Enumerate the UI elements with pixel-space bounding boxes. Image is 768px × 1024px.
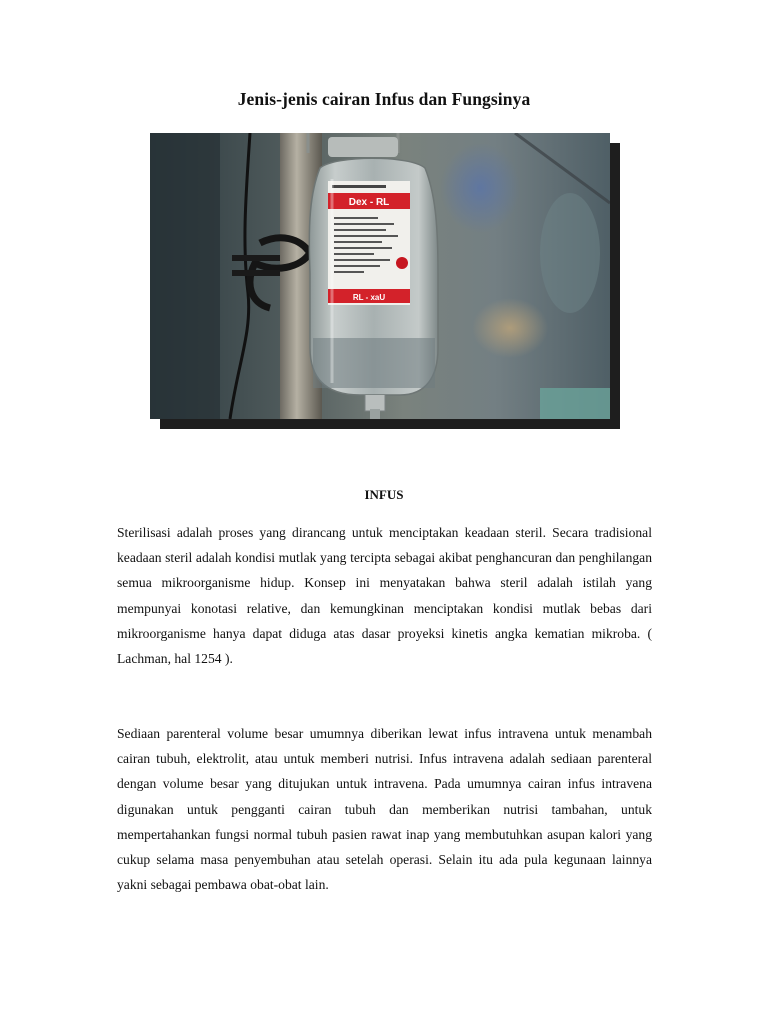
bag-label-band: Dex - RL xyxy=(348,197,390,208)
infusion-bag-photo xyxy=(150,133,610,419)
infusion-bag-illustration xyxy=(150,133,610,419)
paragraph-sterilisasi: Sterilisasi adalah proses yang dirancang untuk menciptakan keadaan steril. Secara tradisional keadaan steril adalah kondisi mutlak yang tercipta sebagai akibat penghancuran dan penghilangan semua mikroorganisme hidup. Konsep ini menyatakan bahwa steril adalah istilah yang mempunyai konotasi relative, dan kemungkinan menciptakan kondisi mutlak bebas dari mikroorganisme hanya dapat diduga atas dasar proyeksi kinetis angka kematian mikroba. ( Lachman, hal 1254 ). xyxy=(117,525,652,667)
infusion-bag-figure xyxy=(150,133,610,419)
paragraph-sediaan-parenteral: Sediaan parenteral volume besar umumnya diberikan lewat infus intravena untuk menambah cairan tubuh, elektrolit, atau untuk memberi nutrisi. Infus intravena adalah sediaan parenteral dengan volume besar yang ditujukan untuk intravena. Pada umumnya cairan infus intravena digunakan untuk pengganti cairan tubuh dan memberikan nutrisi tambahan, untuk mempertahankan fungsi normal tubuh pasien rawat inap yang membutuhkan asupan kalori yang cukup selama masa penyembuhan atau setelah operasi. Selain itu ada pula kegunaan lainnya yakni sebagai pembawa obat-obat lain. xyxy=(117,726,652,893)
section-heading-infus: INFUS xyxy=(364,487,404,502)
page-title: Jenis-jenis cairan Infus dan Fungsinya xyxy=(237,89,531,109)
bag-label-bottom: RL - xaU xyxy=(352,293,386,302)
